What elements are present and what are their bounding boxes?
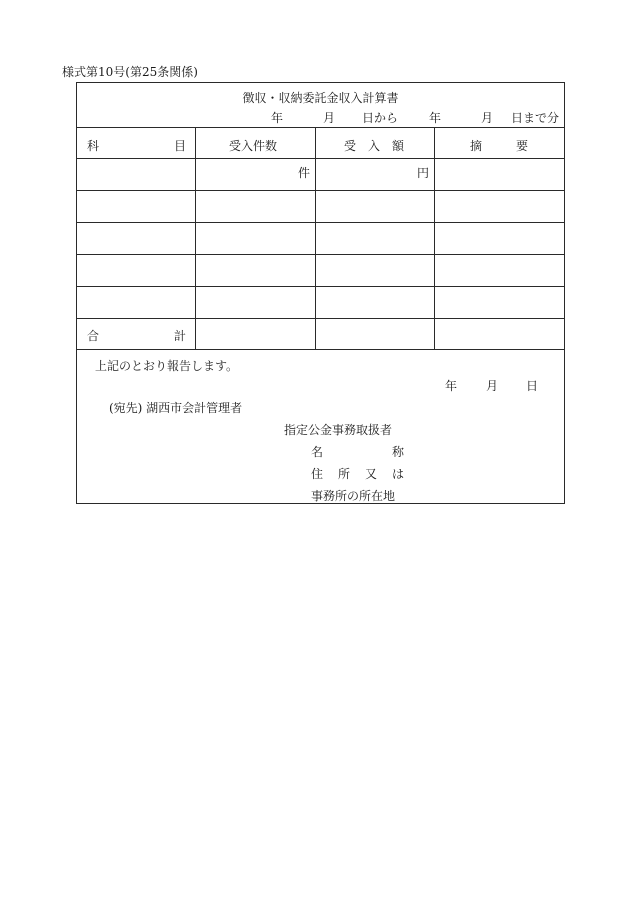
name-label-left: 名 <box>311 445 324 459</box>
header-memo-2: 要 <box>516 139 529 153</box>
table-top-border <box>77 127 564 128</box>
header-amount-3: 額 <box>392 139 405 153</box>
column-divider <box>434 127 435 349</box>
unit-count: 件 <box>298 166 311 180</box>
header-count: 受入件数 <box>229 139 278 153</box>
total-label-left: 合 <box>87 329 100 343</box>
header-subject-right: 目 <box>174 139 187 153</box>
name-label-right: 称 <box>392 445 405 459</box>
row-divider <box>77 190 564 191</box>
period-from-year: 年 <box>271 111 284 125</box>
column-divider <box>195 127 196 349</box>
header-bottom-border <box>77 158 564 159</box>
row-divider <box>77 318 564 319</box>
handler-label: 指定公金事務取扱者 <box>284 423 393 437</box>
table-bottom-border <box>77 349 564 350</box>
period-to-month: 月 <box>481 111 494 125</box>
unit-amount: 円 <box>417 166 430 180</box>
row-divider <box>77 222 564 223</box>
report-date-day: 日 <box>526 379 539 393</box>
address-label-3: 又 <box>365 467 378 481</box>
header-memo-1: 摘 <box>470 139 483 153</box>
office-location-label: 事務所の所在地 <box>311 489 396 503</box>
report-statement: 上記のとおり報告します。 <box>95 359 239 373</box>
header-amount-1: 受 <box>344 139 357 153</box>
address-label-2: 所 <box>338 467 351 481</box>
row-divider <box>77 254 564 255</box>
addressee: (宛先) 湖西市会計管理者 <box>109 401 243 415</box>
period-to-day: 日まで分 <box>511 111 560 125</box>
header-amount-2: 入 <box>368 139 381 153</box>
period-to-year: 年 <box>429 111 442 125</box>
column-divider <box>315 127 316 349</box>
form-number: 様式第10号(第25条関係) <box>62 65 198 79</box>
address-label-4: は <box>392 467 405 481</box>
period-from-day: 日から <box>362 111 399 125</box>
period-from-month: 月 <box>323 111 336 125</box>
header-subject-left: 科 <box>87 139 100 153</box>
row-divider <box>77 286 564 287</box>
total-label-right: 計 <box>174 329 187 343</box>
report-date-month: 月 <box>486 379 499 393</box>
report-date-year: 年 <box>445 379 458 393</box>
report-form-frame <box>76 82 565 504</box>
address-label-1: 住 <box>311 467 324 481</box>
form-title: 徴収・収納委託金収入計算書 <box>242 91 399 105</box>
